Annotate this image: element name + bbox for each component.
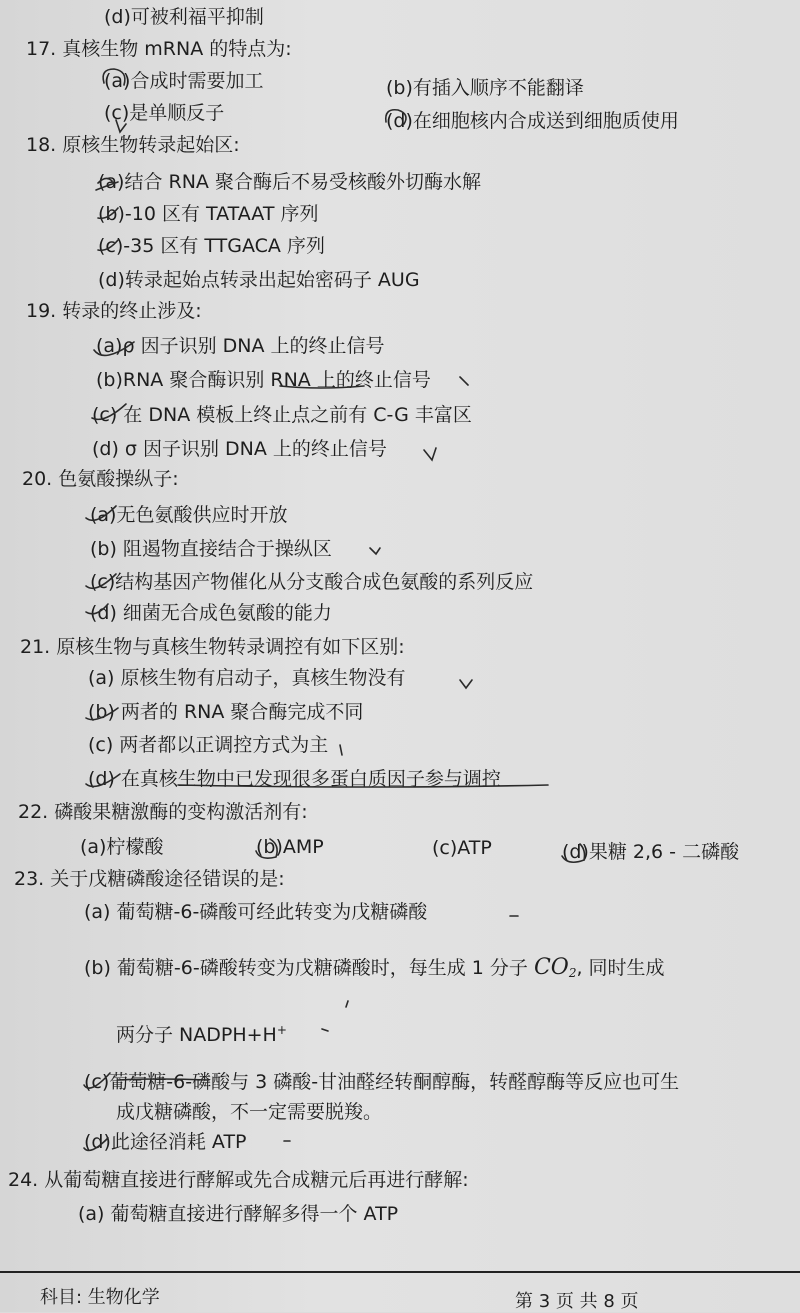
option-18c: (c)-35 区有 TTGACA 序列 <box>98 235 325 257</box>
option-17b: (b)有插入顺序不能翻译 <box>386 77 584 99</box>
option-21a: (a) 原核生物有启动子，真核生物没有 <box>88 667 406 689</box>
co2-formula: $CO_2$ <box>533 955 577 980</box>
question-22: 22. 磷酸果糖激酶的变构激活剂有: <box>18 801 308 823</box>
option-23b-text-cont: , 同时生成 <box>576 957 665 979</box>
footer-page-number: 第 3 页 共 8 页 <box>515 1291 639 1312</box>
option-23b-line2: 两分子 NADPH+H+ <box>116 1023 287 1046</box>
option-23c-line2: 成戊糖磷酸，不一定需要脱羧。 <box>116 1101 383 1123</box>
question-19: 19. 转录的终止涉及: <box>26 300 202 322</box>
footer-divider <box>0 1271 800 1273</box>
option-19d: (d) σ 因子识别 DNA 上的终止信号 <box>92 438 387 460</box>
option-20d: (d) 细菌无合成色氨酸的能力 <box>90 602 332 624</box>
question-17: 17. 真核生物 mRNA 的特点为: <box>26 38 292 60</box>
option-23a: (a) 葡萄糖-6-磷酸可经此转变为戊糖磷酸 <box>84 901 428 923</box>
option-23b-line1 <box>84 956 665 985</box>
question-20: 20. 色氨酸操纵子: <box>22 468 179 490</box>
option-19b: (b)RNA 聚合酶识别 RNA 上的终止信号 <box>96 369 431 391</box>
option-22c: (c)ATP <box>432 837 492 859</box>
option-18d: (d)转录起始点转录出起始密码子 AUG <box>98 269 420 291</box>
option-17d: (d)在细胞核内合成送到细胞质使用 <box>386 110 679 132</box>
option-17c: (c)是单顺反子 <box>104 102 225 124</box>
footer-subject: 科目: 生物化学 <box>40 1287 160 1308</box>
question-23: 23. 关于戊糖磷酸途径错误的是: <box>14 868 285 890</box>
option-19c: (c) 在 DNA 模板上终止点之前有 C-G 丰富区 <box>92 404 472 426</box>
option-16d: (d)可被利福平抑制 <box>104 6 264 28</box>
option-20a: (a)无色氨酸供应时开放 <box>90 504 288 526</box>
option-20c: (c)结构基因产物催化从分支酸合成色氨酸的系列反应 <box>90 571 534 593</box>
option-23c-line1: (c)葡萄糖-6-磷酸与 3 磷酸-甘油醛经转酮醇酶，转醛醇酶等反应也可生 <box>84 1071 680 1093</box>
question-21: 21. 原核生物与真核生物转录调控有如下区别: <box>20 636 405 658</box>
option-18b: (b)-10 区有 TATAAT 序列 <box>98 203 319 225</box>
question-18: 18. 原核生物转录起始区: <box>26 134 240 156</box>
option-23d: (d)此途径消耗 ATP <box>84 1131 247 1153</box>
option-22a: (a)柠檬酸 <box>80 836 164 858</box>
option-21b: (b) 两者的 RNA 聚合酶完成不同 <box>88 701 364 723</box>
option-18a: (a)结合 RNA 聚合酶后不易受核酸外切酶水解 <box>98 171 481 193</box>
option-17a: (a)合成时需要加工 <box>104 70 264 92</box>
option-22d: (d)果糖 2,6 - 二磷酸 <box>562 841 740 863</box>
question-24: 24. 从葡萄糖直接进行酵解或先合成糖元后再进行酵解: <box>8 1169 469 1191</box>
option-21d: (d) 在真核生物中已发现很多蛋白质因子参与调控 <box>88 768 501 790</box>
option-22b: (b)AMP <box>256 836 324 858</box>
option-19a: (a)ρ 因子识别 DNA 上的终止信号 <box>96 335 385 357</box>
option-20b: (b) 阻遏物直接结合于操纵区 <box>90 538 332 560</box>
option-21c: (c) 两者都以正调控方式为主 <box>88 734 329 756</box>
option-23b-text: (b) 葡萄糖-6-磷酸转变为戊糖磷酸时，每生成 1 分子 <box>84 957 528 979</box>
option-24a: (a) 葡萄糖直接进行酵解多得一个 ATP <box>78 1203 399 1225</box>
